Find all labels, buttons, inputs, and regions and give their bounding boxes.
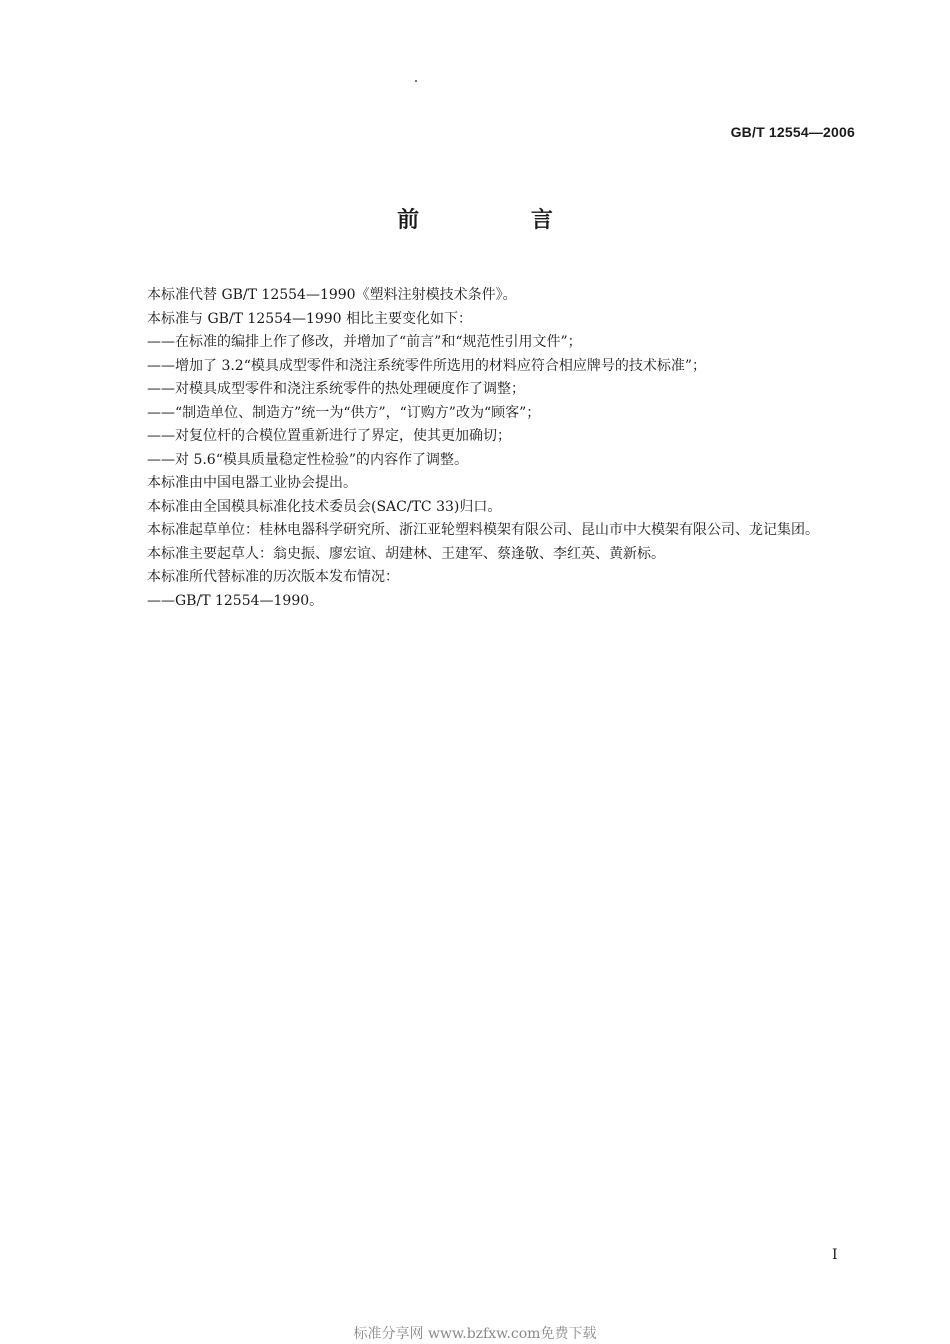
paragraph-replaces: 本标准代替 GB/T 12554—1990《塑料注射模技术条件》。 (147, 287, 517, 303)
scan-dot (415, 80, 417, 82)
change-item: ——对模具成型零件和浇注系统零件的热处理硬度作了调整； (147, 381, 525, 397)
paragraph-proposer: 本标准由中国电器工业协会提出。 (147, 475, 357, 491)
page-title: 前 言 (397, 208, 605, 233)
paragraph-changes-intro: 本标准与 GB/T 12554—1990 相比主要变化如下： (147, 310, 473, 327)
change-item: ——“制造单位、制造方”统一为“供方”，“订购方”改为“顾客”； (147, 404, 541, 421)
paragraph-drafting-units: 本标准起草单位：桂林电器科学研究所、浙江亚轮塑料模架有限公司、昆山市中大模架有限公司、龙记集团。 (147, 522, 819, 538)
change-item: ——对 5.6“模具质量稳定性检验”的内容作了调整。 (147, 451, 469, 468)
change-item: ——在标准的编排上作了修改，并增加了“前言”和“规范性引用文件”； (147, 334, 582, 350)
paragraph-committee: 本标准由全国模具标准化技术委员会(SAC/TC 33)归口。 (147, 498, 502, 515)
change-item: ——增加了 3.2“模具成型零件和浇注系统零件所选用的材料应符合相应牌号的技术标准”； (147, 357, 707, 374)
change-item: ——对复位杆的合模位置重新进行了界定，使其更加确切； (147, 428, 511, 444)
paragraph-history-intro: 本标准所代替标准的历次版本发布情况： (147, 569, 399, 585)
history-item: ——GB/T 12554—1990。 (147, 592, 324, 609)
watermark: 标准分享网 www.bzfxw.com免费下载 (353, 1326, 597, 1342)
preface-body (117, 284, 857, 613)
standard-number: GB/T 12554—2006 (730, 124, 855, 140)
page-number: I (832, 1247, 838, 1263)
paragraph-drafters: 本标准主要起草人：翁史振、廖宏谊、胡建林、王建军、蔡逢敬、李红英、黄新标。 (147, 545, 665, 562)
